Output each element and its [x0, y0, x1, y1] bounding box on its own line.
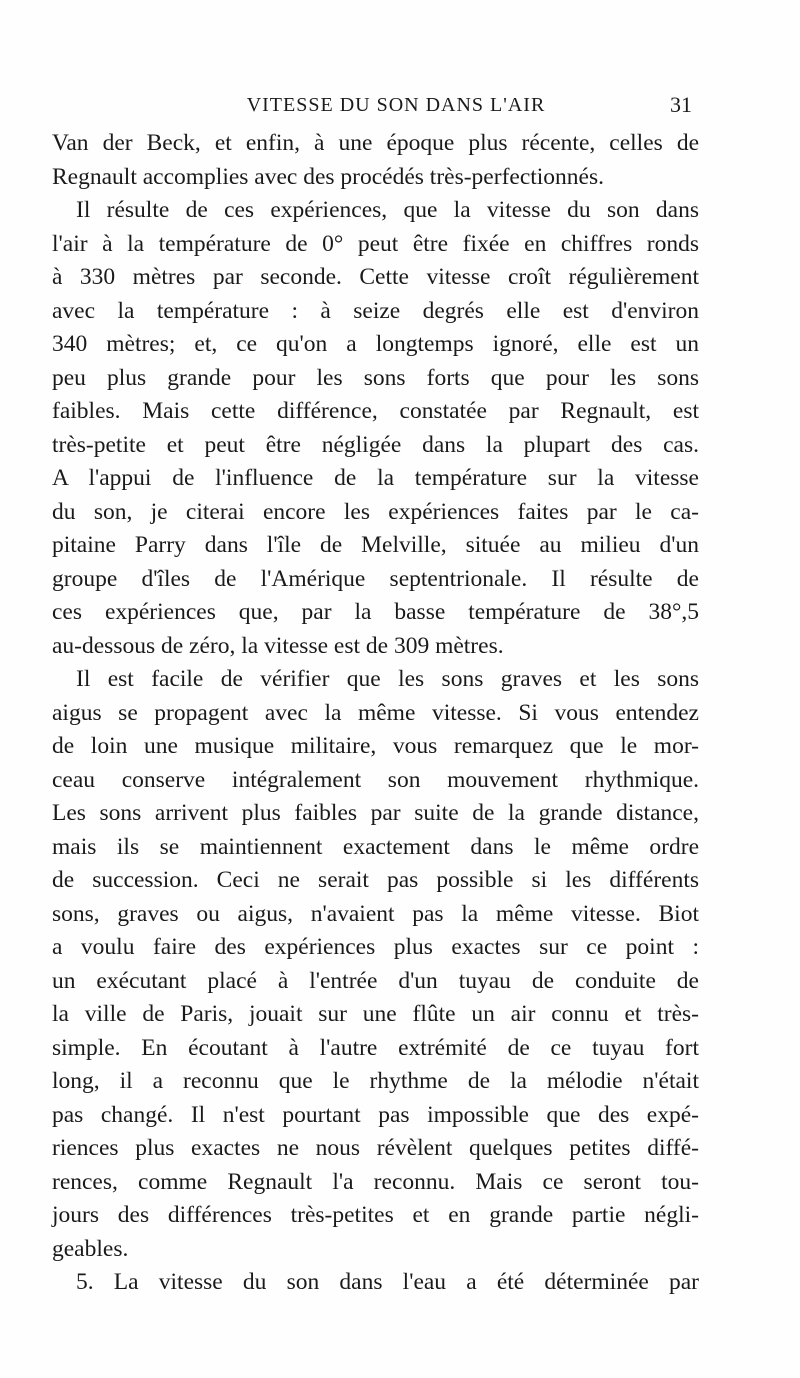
text-line: aigus se propagent avec la même vitesse. Si vous entendez	[52, 699, 699, 726]
running-head	[100, 90, 692, 120]
text-line: pas changé. Il n'est pourtant pas impossible que des expé-	[52, 1101, 699, 1128]
text-line: 5. La vitesse du son dans l'eau a été déterminée par	[76, 1269, 699, 1295]
text-line: au-dessous de zéro, la vitesse est de 309 mètres.	[52, 632, 504, 659]
running-title: VITESSE DU SON DANS L'AIR	[246, 94, 546, 116]
text-line: avec la température : à seize degrés elle est d'environ	[52, 297, 699, 324]
text-line: de succession. Ceci ne serait pas possible si les différents	[52, 867, 699, 893]
text-line: sons, graves ou aigus, n'avaient pas la même vitesse. Biot	[52, 900, 699, 927]
text-line: Van der Beck, et enfin, à une époque plus récente, celles de	[52, 130, 699, 156]
text-line: jours des différences très-petites et en grande partie négli-	[52, 1202, 699, 1228]
text-line: faibles. Mais cette différence, constatée par Regnault, est	[52, 398, 699, 424]
text-line: peu plus grande pour les sons forts que pour les sons	[52, 364, 699, 391]
text-line: ceau conserve intégralement son mouvement rhythmique.	[52, 766, 699, 793]
text-line: groupe d'îles de l'Amérique septentrionale. Il résulte de	[52, 565, 699, 592]
body-text	[52, 127, 699, 1300]
text-line: très-petite et peut être négligée dans la plupart des cas.	[52, 431, 699, 458]
text-line: simple. En écoutant à l'autre extrémité de ce tuyau fort	[52, 1034, 699, 1061]
text-line: Il résulte de ces expériences, que la vitesse du son dans	[76, 197, 699, 223]
text-line: du son, je citerai encore les expériences faites par le ca-	[52, 498, 699, 525]
text-line: 340 mètres; et, ce qu'on a longtemps ignoré, elle est un	[52, 331, 699, 357]
text-line: Regnault accomplies avec des procédés très-perfectionnés.	[52, 163, 605, 190]
text-line: rences, comme Regnault l'a reconnu. Mais ce seront tou-	[52, 1168, 699, 1195]
text-line: a voulu faire des expériences plus exactes sur ce point :	[52, 934, 699, 960]
text-line: l'air à la température de 0° peut être fixée en chiffres ronds	[52, 230, 699, 257]
text-line: à 330 mètres par seconde. Cette vitesse croît régulièrement	[52, 264, 699, 290]
text-line: geables.	[52, 1235, 129, 1262]
text-line: long, il a reconnu que le rhythme de la mélodie n'était	[52, 1068, 699, 1094]
text-line: pitaine Parry dans l'île de Melville, située au milieu d'un	[52, 532, 699, 558]
text-line: riences plus exactes ne nous révèlent quelques petites diffé-	[52, 1135, 699, 1161]
text-line: la ville de Paris, jouait sur une flûte un air connu et très-	[52, 1001, 699, 1027]
text-line: ces expériences que, par la basse température de 38°,5	[52, 599, 699, 625]
page-number: 31	[670, 92, 692, 117]
text-line: mais ils se maintiennent exactement dans le même ordre	[52, 833, 699, 860]
text-line: A l'appui de l'influence de la température sur la vitesse	[52, 465, 699, 491]
text-line: de loin une musique militaire, vous remarquez que le mor-	[52, 733, 699, 759]
text-line: Les sons arrivent plus faibles par suite de la grande distance,	[52, 800, 699, 826]
text-line: un exécutant placé à l'entrée d'un tuyau de conduite de	[52, 967, 699, 994]
text-line: Il est facile de vérifier que les sons graves et les sons	[76, 666, 699, 692]
